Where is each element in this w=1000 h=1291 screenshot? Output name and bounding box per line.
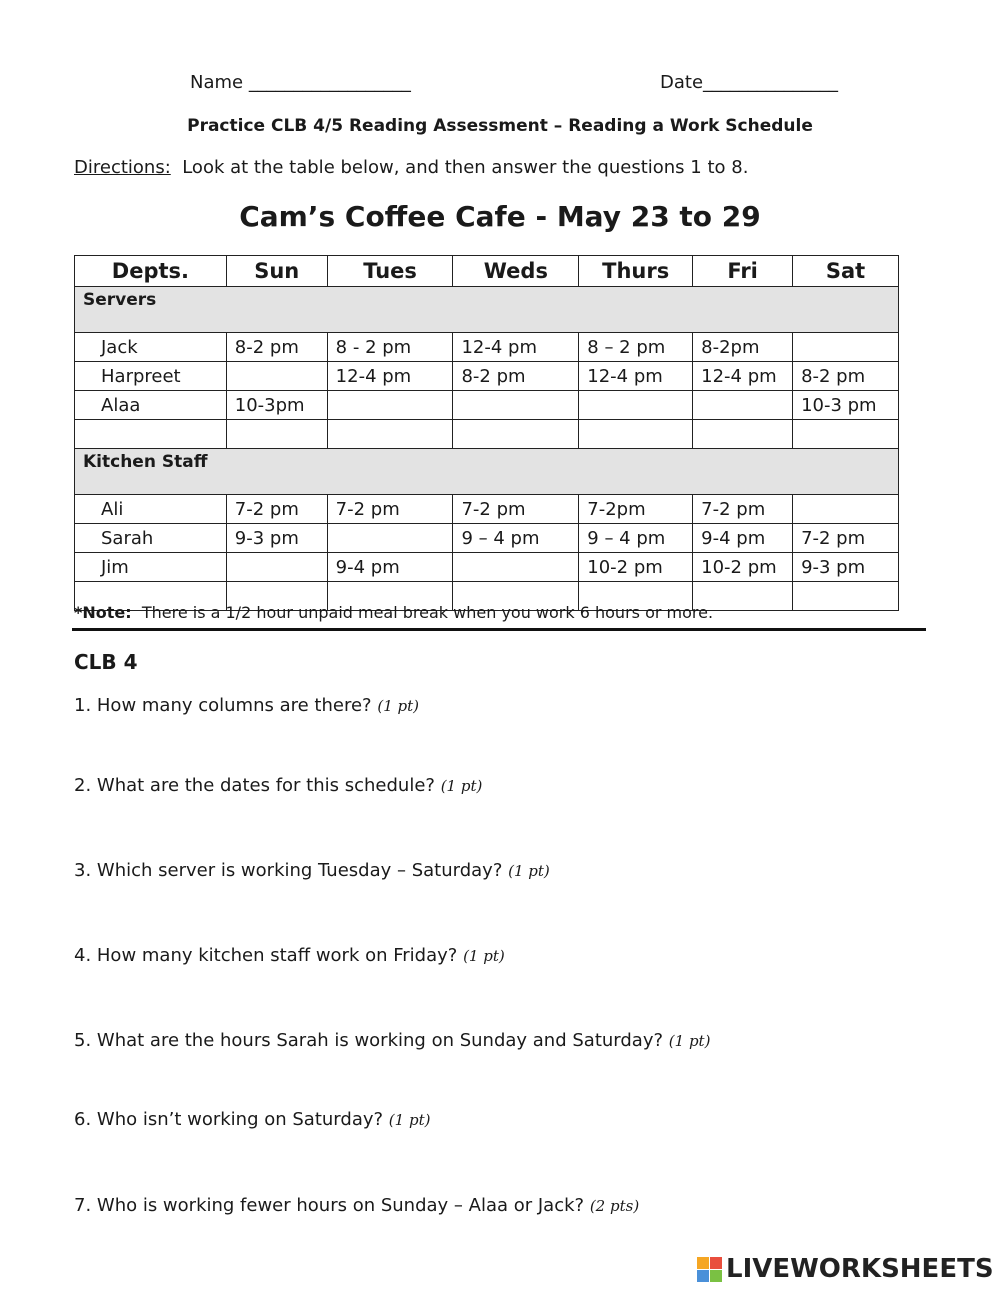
shift-cell: 9 – 4 pm — [579, 524, 693, 553]
column-header: Weds — [453, 256, 579, 287]
empty-row — [75, 420, 899, 449]
staff-name: Alaa — [75, 391, 227, 420]
question-points: (1 pt) — [388, 1111, 431, 1129]
table-row — [75, 553, 899, 582]
question-points: (2 pts) — [589, 1197, 640, 1215]
column-header: Sun — [226, 256, 327, 287]
shift-cell — [793, 495, 899, 524]
staff-name: Sarah — [75, 524, 227, 553]
shift-cell: 8 – 2 pm — [579, 333, 693, 362]
question-text: 1. How many columns are there? — [74, 695, 372, 716]
table-row — [75, 495, 899, 524]
staff-name: Harpreet — [75, 362, 227, 391]
column-header: Thurs — [579, 256, 693, 287]
logo-blocks-icon — [697, 1257, 722, 1282]
question-text: 2. What are the dates for this schedule? — [74, 775, 435, 796]
column-header: Tues — [327, 256, 453, 287]
question-points: (1 pt) — [440, 777, 483, 795]
question-7 — [74, 1195, 639, 1216]
section-label-servers: Servers — [75, 287, 899, 333]
shift-cell: 10-2 pm — [693, 553, 793, 582]
shift-cell: 12-4 pm — [327, 362, 453, 391]
column-header: Depts. — [75, 256, 227, 287]
shift-cell: 7-2 pm — [327, 495, 453, 524]
shift-cell — [453, 391, 579, 420]
directions-label: Directions: — [74, 157, 171, 178]
shift-cell: 8-2 pm — [453, 362, 579, 391]
column-header: Sat — [793, 256, 899, 287]
shift-cell: 10-2 pm — [579, 553, 693, 582]
staff-name: Jim — [75, 553, 227, 582]
question-6 — [74, 1109, 430, 1130]
shift-cell: 12-4 pm — [579, 362, 693, 391]
question-points: (1 pt) — [377, 697, 419, 715]
section-label-kitchen: Kitchen Staff — [75, 449, 899, 495]
note-text: There is a 1/2 hour unpaid meal break when you work 6 hours or more. — [141, 603, 714, 622]
column-header: Fri — [693, 256, 793, 287]
divider — [72, 628, 926, 631]
section-row-kitchen — [75, 449, 899, 495]
table-row — [75, 524, 899, 553]
shift-cell: 12-4 pm — [693, 362, 793, 391]
question-3 — [74, 860, 550, 881]
schedule-table — [74, 255, 899, 611]
question-points: (1 pt) — [463, 947, 505, 965]
question-1 — [74, 695, 419, 716]
question-text: 6. Who isn’t working on Saturday? — [74, 1109, 384, 1130]
shift-cell — [453, 553, 579, 582]
table-note — [74, 603, 713, 622]
shift-cell — [579, 391, 693, 420]
table-row — [75, 391, 899, 420]
shift-cell: 8-2pm — [693, 333, 793, 362]
liveworksheets-logo[interactable] — [697, 1254, 994, 1284]
directions — [74, 157, 748, 178]
logo-text: LIVEWORKSHEETS — [726, 1254, 994, 1284]
shift-cell — [693, 391, 793, 420]
question-text: 4. How many kitchen staff work on Friday? — [74, 945, 458, 966]
shift-cell: 7-2 pm — [453, 495, 579, 524]
shift-cell: 9-3 pm — [226, 524, 327, 553]
table-header-row — [75, 256, 899, 287]
shift-cell: 8-2 pm — [226, 333, 327, 362]
shift-cell — [327, 391, 453, 420]
shift-cell: 9-4 pm — [693, 524, 793, 553]
question-2 — [74, 775, 482, 796]
shift-cell: 9 – 4 pm — [453, 524, 579, 553]
shift-cell: 7-2 pm — [793, 524, 899, 553]
section-heading: CLB 4 — [74, 650, 138, 674]
shift-cell: 8-2 pm — [793, 362, 899, 391]
shift-cell: 8 - 2 pm — [327, 333, 453, 362]
shift-cell — [226, 362, 327, 391]
question-text: 7. Who is working fewer hours on Sunday – Alaa or Jack? — [74, 1195, 585, 1216]
section-row-servers — [75, 287, 899, 333]
shift-cell: 9-3 pm — [793, 553, 899, 582]
staff-name: Ali — [75, 495, 227, 524]
question-5 — [74, 1030, 710, 1051]
shift-cell: 12-4 pm — [453, 333, 579, 362]
shift-cell: 7-2 pm — [693, 495, 793, 524]
shift-cell — [327, 524, 453, 553]
name-field[interactable]: Name __________________ — [190, 72, 411, 93]
table-row — [75, 362, 899, 391]
shift-cell — [226, 553, 327, 582]
question-text: 5. What are the hours Sarah is working on Sunday and Saturday? — [74, 1030, 664, 1051]
shift-cell: 7-2pm — [579, 495, 693, 524]
staff-name: Jack — [75, 333, 227, 362]
directions-text: Look at the table below, and then answer the questions 1 to 8. — [182, 157, 749, 178]
question-4 — [74, 945, 505, 966]
question-text: 3. Which server is working Tuesday – Saturday? — [74, 860, 503, 881]
shift-cell: 9-4 pm — [327, 553, 453, 582]
shift-cell: 10-3pm — [226, 391, 327, 420]
question-points: (1 pt) — [668, 1032, 711, 1050]
question-points: (1 pt) — [508, 862, 550, 880]
shift-cell: 7-2 pm — [226, 495, 327, 524]
date-field[interactable]: Date_______________ — [660, 72, 839, 93]
assessment-subtitle: Practice CLB 4/5 Reading Assessment – Reading a Work Schedule — [187, 116, 813, 136]
shift-cell: 10-3 pm — [793, 391, 899, 420]
note-label: *Note: — [74, 603, 132, 622]
shift-cell — [793, 333, 899, 362]
schedule-title: Cam’s Coffee Cafe - May 23 to 29 — [239, 200, 761, 233]
table-row — [75, 333, 899, 362]
